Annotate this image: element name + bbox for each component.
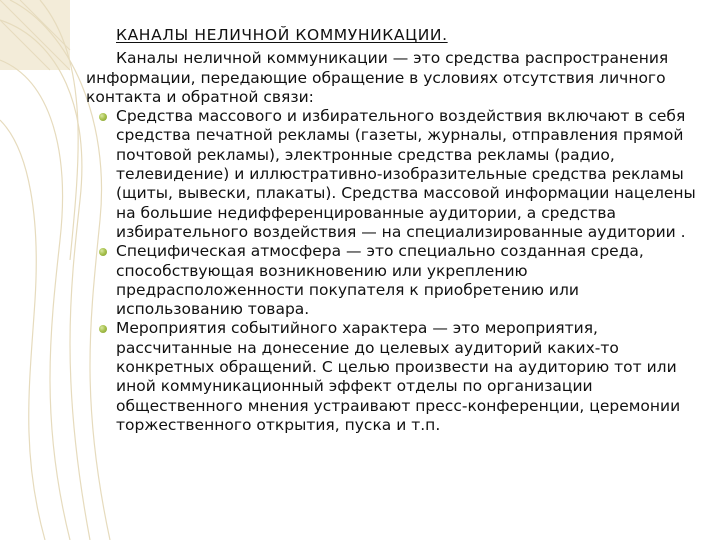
- list-item: [86, 107, 702, 242]
- list-item-term: Мероприятия событийного характера: [116, 319, 428, 338]
- list-item: [86, 242, 702, 319]
- list-item-term: Средства массового и избирательного воздействия: [116, 107, 543, 126]
- list-item-text: — это мероприятия, рассчитанные на донесение до целевых аудиторий каких-то конкретных обращений. С целью произвести на аудиторию тот или иной коммуникационный эффект отделы по организации общественного мнения устраивают пресс-конференции, церемонии торжественного открытия, пуска и т.п.: [116, 319, 681, 434]
- intro-paragraph: Каналы неличной коммуникации — это средства распространения информации, передающие обращение в условиях отсутствия личного контакта и обратной связи:: [86, 49, 669, 106]
- slide-title: КАНАЛЫ НЕЛИЧНОЙ КОММУНИКАЦИИ.: [116, 26, 448, 44]
- bullet-icon: [99, 248, 107, 256]
- list-item-text: — это специально созданная среда, способствующая возникновению или укреплению предрасположенности покупателя к приобретению или использованию товара.: [116, 242, 644, 319]
- bullet-icon: [99, 113, 107, 121]
- bullet-list: [86, 107, 702, 435]
- slide-content: [86, 26, 702, 435]
- list-item: [86, 319, 702, 435]
- list-item-text: включают в себя средства печатной рекламы (газеты, журналы, отправления прямой почтовой рекламы), электронные средства рекламы (радио, телевидение) и иллюстративно-изобразительные средства рекламы (щиты, вывески, плакаты). Средства массовой информации нацелены на большие недифференцированные аудитории, а средства избирательного воздействия — на специализированные аудитории .: [116, 107, 696, 241]
- bullet-icon: [99, 325, 107, 333]
- list-item-term: Специфическая атмосфера: [116, 242, 342, 261]
